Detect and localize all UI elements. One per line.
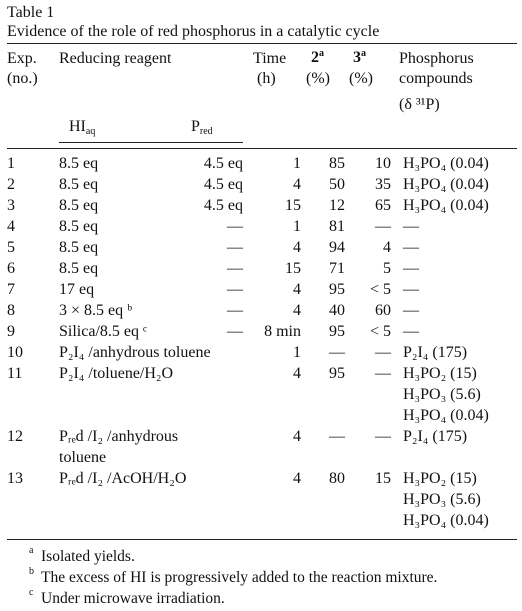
table-row bbox=[7, 344, 521, 365]
cell-phosphorus-compounds bbox=[395, 218, 521, 239]
footnote-mark: c bbox=[29, 587, 34, 598]
cell-time: 4 bbox=[293, 281, 301, 298]
table-caption: Evidence of the role of red phosphorus in a catalytic cycle bbox=[7, 23, 380, 40]
cell-yield-2: 40 bbox=[329, 302, 345, 319]
table-header bbox=[7, 44, 517, 148]
cell-phosphorus-compounds bbox=[395, 149, 521, 176]
cell-p-red: 4.5 eq bbox=[203, 176, 243, 193]
cell-reducing-reagent: 8.5 eq bbox=[59, 239, 99, 256]
phosphorus-compound: — bbox=[403, 218, 419, 235]
cell-reducing-reagent: 8.5 eq bbox=[59, 218, 99, 235]
cell-phosphorus-compounds bbox=[395, 239, 521, 260]
cell-yield-3: — bbox=[375, 365, 391, 382]
cell-reducing-reagent: Silica/8.5 eq ᶜ bbox=[59, 323, 148, 340]
footnote-text: The excess of HI is progressively added to the reaction mixture. bbox=[41, 569, 438, 586]
cell-time: 4 bbox=[293, 239, 301, 256]
document-page bbox=[7, 0, 517, 611]
table-row bbox=[7, 428, 521, 470]
cell-phosphorus-compounds bbox=[395, 197, 521, 218]
cell-reducing-reagent: 8.5 eq bbox=[59, 155, 99, 172]
table-row bbox=[7, 281, 521, 302]
cell-reducing-reagent bbox=[59, 428, 183, 470]
cell-yield-3: 60 bbox=[375, 302, 391, 319]
cell-time: 15 bbox=[285, 197, 301, 214]
cell-exp: 4 bbox=[7, 218, 15, 235]
cell-yield-2: 12 bbox=[329, 197, 345, 214]
header-yield-2-unit: (%) bbox=[306, 70, 330, 87]
cell-reducing-reagent: 8.5 eq bbox=[59, 197, 99, 214]
data-table bbox=[7, 149, 521, 533]
cell-yield-2: — bbox=[329, 428, 345, 445]
bottom-rule bbox=[7, 539, 517, 540]
header-phosphorus: Phosphorus bbox=[399, 50, 474, 67]
cell-yield-2: 95 bbox=[329, 281, 345, 298]
header-delta-31p: (δ ³¹P) bbox=[399, 96, 440, 113]
cell-yield-2: 80 bbox=[329, 470, 345, 487]
cell-p-red: — bbox=[227, 260, 243, 277]
table-row bbox=[7, 470, 521, 533]
table-label: Table 1 bbox=[7, 4, 55, 21]
cell-p-red bbox=[183, 428, 245, 470]
header-compounds: compounds bbox=[399, 70, 473, 87]
cell-p-red: 4.5 eq bbox=[203, 155, 243, 172]
cell-exp: 2 bbox=[7, 176, 15, 193]
footnotes bbox=[7, 545, 517, 611]
cell-yield-2: 81 bbox=[329, 218, 345, 235]
table-row bbox=[7, 365, 521, 428]
cell-exp: 3 bbox=[7, 197, 15, 214]
cell-exp: 8 bbox=[7, 302, 15, 319]
phosphorus-compound: H₃PO₄ (0.04) bbox=[403, 155, 489, 172]
phosphorus-compound: H₃PO₄ (0.04) bbox=[403, 197, 489, 214]
cell-time: 1 bbox=[293, 218, 301, 235]
footnote bbox=[7, 587, 517, 611]
cell-yield-2: 50 bbox=[329, 176, 345, 193]
table-row bbox=[7, 197, 521, 218]
cell-reducing-reagent: 3 × 8.5 eq ᵇ bbox=[59, 302, 133, 319]
cell-reducing-reagent: P₂I₄ /toluene/H₂O bbox=[59, 365, 174, 382]
cell-p-red: — bbox=[227, 281, 243, 298]
cell-p-red: — bbox=[227, 239, 243, 256]
cell-time: 8 min bbox=[264, 323, 301, 340]
cell-phosphorus-compounds bbox=[395, 344, 521, 365]
cell-reducing-reagent: 8.5 eq bbox=[59, 260, 99, 277]
cell-p-red: — bbox=[227, 302, 243, 319]
cell-phosphorus-compounds bbox=[395, 323, 521, 344]
phosphorus-compound: H₃PO₃ (5.6) bbox=[403, 386, 481, 403]
cell-yield-2: 95 bbox=[329, 365, 345, 382]
phosphorus-compound: — bbox=[403, 302, 419, 319]
cell-yield-3: — bbox=[375, 428, 391, 445]
cell-p-red: — bbox=[227, 323, 243, 340]
reducing-reagent-rule bbox=[59, 142, 243, 143]
reducing-reagent-line: Pᵣₑd /I₂ /anhydrous bbox=[59, 428, 179, 445]
header-yield-3-unit: (%) bbox=[349, 70, 373, 87]
phosphorus-compound: P₂I₄ (175) bbox=[403, 344, 468, 361]
cell-exp: 6 bbox=[7, 260, 15, 277]
table-row bbox=[7, 218, 521, 239]
cell-yield-2: 85 bbox=[329, 155, 345, 172]
cell-time: 1 bbox=[293, 344, 301, 361]
cell-yield-3: — bbox=[375, 344, 391, 361]
footnote-text: Isolated yields. bbox=[41, 548, 135, 565]
cell-phosphorus-compounds bbox=[395, 260, 521, 281]
cell-yield-3: 10 bbox=[375, 155, 391, 172]
cell-phosphorus-compounds bbox=[395, 365, 521, 428]
table-row bbox=[7, 260, 521, 281]
table-row bbox=[7, 302, 521, 323]
cell-time: 4 bbox=[293, 470, 301, 487]
footnote-text: Under microwave irradiation. bbox=[41, 590, 225, 607]
cell-reducing-reagent: Pᵣₑd /I₂ /AcOH/H₂O bbox=[59, 470, 187, 487]
cell-yield-3: 4 bbox=[383, 239, 391, 256]
header-time-unit: (h) bbox=[257, 70, 276, 87]
cell-exp: 11 bbox=[7, 365, 23, 382]
cell-phosphorus-compounds bbox=[395, 281, 521, 302]
cell-yield-3: < 5 bbox=[369, 323, 391, 340]
cell-yield-3: 15 bbox=[375, 470, 391, 487]
cell-time: 1 bbox=[293, 155, 301, 172]
cell-yield-3: < 5 bbox=[369, 281, 391, 298]
cell-p-red bbox=[183, 365, 245, 428]
table-row bbox=[7, 239, 521, 260]
table-row bbox=[7, 149, 521, 176]
header-p-red: $P_{red}$ bbox=[191, 118, 213, 137]
phosphorus-compound: — bbox=[403, 281, 419, 298]
reducing-reagent-line: toluene bbox=[59, 449, 107, 466]
footnote bbox=[7, 545, 517, 569]
footnote-mark: b bbox=[29, 566, 34, 577]
cell-exp: 13 bbox=[7, 470, 23, 487]
cell-yield-2: 71 bbox=[329, 260, 345, 277]
cell-p-red: — bbox=[227, 218, 243, 235]
cell-yield-3: 35 bbox=[375, 176, 391, 193]
footnote bbox=[7, 566, 517, 590]
cell-exp: 5 bbox=[7, 239, 15, 256]
phosphorus-compound: H₃PO₄ (0.04) bbox=[403, 512, 489, 529]
cell-exp: 7 bbox=[7, 281, 15, 298]
phosphorus-compound: H₃PO₄ (0.04) bbox=[403, 176, 489, 193]
cell-phosphorus-compounds bbox=[395, 302, 521, 323]
phosphorus-compound: H₃PO₄ (0.04) bbox=[403, 407, 489, 424]
phosphorus-compound: H₃PO₂ (15) bbox=[403, 470, 477, 487]
cell-time: 15 bbox=[285, 260, 301, 277]
header-yield-3: 3$^a$ bbox=[353, 48, 366, 66]
cell-reducing-reagent: 8.5 eq bbox=[59, 176, 99, 193]
cell-time: 4 bbox=[293, 428, 301, 445]
phosphorus-compound: H₃PO₃ (5.6) bbox=[403, 491, 481, 508]
cell-exp: 9 bbox=[7, 323, 15, 340]
header-time: Time bbox=[253, 50, 287, 67]
cell-exp: 12 bbox=[7, 428, 23, 445]
header-hi-aq: $HI_{aq}$ bbox=[69, 118, 96, 137]
cell-reducing-reagent: P₂I₄ /anhydrous toluene bbox=[59, 344, 211, 361]
cell-reducing-reagent: 17 eq bbox=[59, 281, 95, 298]
cell-time: 4 bbox=[293, 302, 301, 319]
header-exp-no: (no.) bbox=[7, 70, 38, 87]
cell-yield-3: 5 bbox=[383, 260, 391, 277]
footnote-mark: a bbox=[29, 545, 34, 556]
cell-yield-3: — bbox=[375, 218, 391, 235]
table-row bbox=[7, 323, 521, 344]
cell-yield-2: 94 bbox=[329, 239, 345, 256]
cell-yield-2: 95 bbox=[329, 323, 345, 340]
cell-yield-3: 65 bbox=[375, 197, 391, 214]
cell-phosphorus-compounds bbox=[395, 428, 521, 470]
header-exp: Exp. bbox=[7, 50, 37, 67]
cell-phosphorus-compounds bbox=[395, 470, 521, 533]
table-body bbox=[7, 149, 521, 533]
cell-p-red: 4.5 eq bbox=[203, 197, 243, 214]
header-yield-2: 2$^a$ bbox=[311, 48, 324, 66]
cell-phosphorus-compounds bbox=[395, 176, 521, 197]
table-row bbox=[7, 176, 521, 197]
cell-exp: 10 bbox=[7, 344, 23, 361]
header-reducing-reagent: Reducing reagent bbox=[59, 50, 172, 67]
phosphorus-compound: — bbox=[403, 323, 419, 340]
phosphorus-compound: H₃PO₂ (15) bbox=[403, 365, 477, 382]
phosphorus-compound: — bbox=[403, 239, 419, 256]
phosphorus-compound: P₂I₄ (175) bbox=[403, 428, 468, 445]
phosphorus-compound: — bbox=[403, 260, 419, 277]
cell-time: 4 bbox=[293, 176, 301, 193]
cell-exp: 1 bbox=[7, 155, 15, 172]
cell-p-red bbox=[183, 470, 245, 533]
cell-time: 4 bbox=[293, 365, 301, 382]
cell-yield-2: — bbox=[329, 344, 345, 361]
